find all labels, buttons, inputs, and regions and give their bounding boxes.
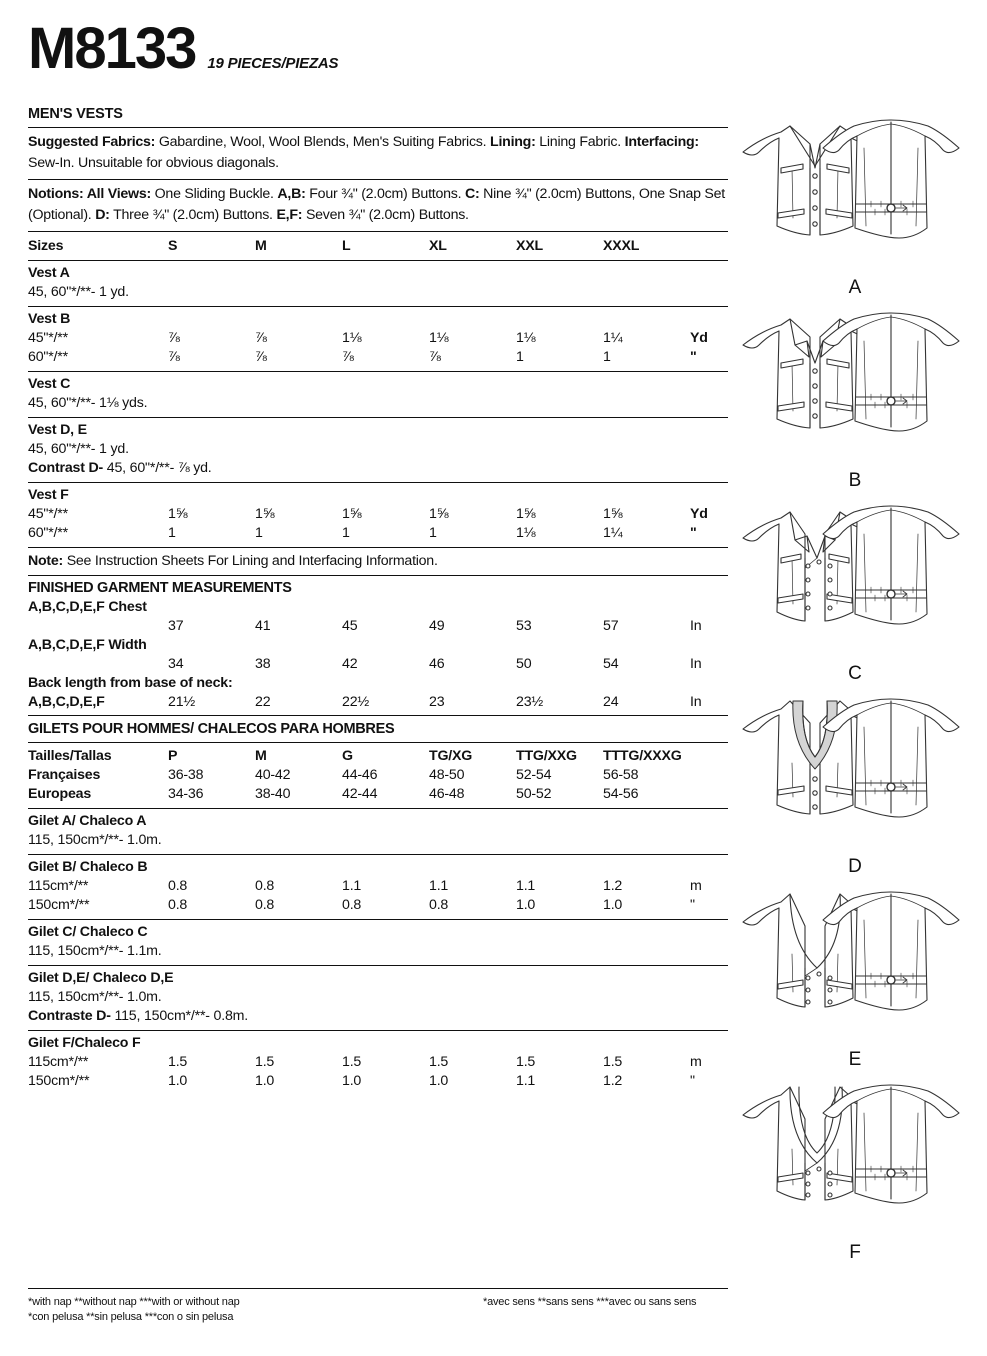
view-b-illustration [735, 301, 975, 494]
vest-de-yardage: 45, 60"*/**- 1 yd. [28, 441, 129, 457]
footnotes-right [483, 1295, 696, 1310]
info-column [28, 106, 728, 1095]
cell: 0.8 [342, 897, 362, 913]
cell: 1⅛ [516, 525, 536, 541]
cell: 1¼ [603, 525, 623, 541]
cell: 21½ [168, 694, 196, 710]
vest-b-row-45 [28, 329, 728, 348]
cell: 38-40 [255, 786, 291, 802]
suggested-fabrics-label: Suggested Fabrics: [28, 134, 156, 150]
cell: 1.0 [603, 897, 623, 913]
notions-d-label: D: [95, 207, 110, 223]
cell: 41 [255, 618, 271, 634]
cell: 1.0 [168, 1073, 188, 1089]
cell: 1⅝ [516, 506, 536, 522]
row-unit: In [690, 656, 702, 672]
lining-text: Lining Fabric. [535, 134, 625, 150]
cell: 22½ [342, 694, 370, 710]
view-a-label: A [848, 277, 862, 298]
cell: 23 [429, 694, 445, 710]
row-unit: In [690, 694, 702, 710]
cell: 1 [603, 349, 611, 365]
suggested-fabrics-paragraph [28, 128, 728, 179]
row-label: Tailles/Tallas [28, 748, 112, 764]
cell: 1.5 [516, 1054, 536, 1070]
vest-c-group [28, 372, 728, 417]
cell: 22 [255, 694, 271, 710]
europeas-row [28, 785, 728, 804]
cell: 1.2 [603, 878, 623, 894]
gilet-de-title: Gilet D,E/ Chaleco D,E [28, 970, 174, 986]
cell: 1⅝ [429, 506, 449, 522]
vest-b-group [28, 307, 728, 371]
cell: 1 [429, 525, 437, 541]
vest-c-title: Vest C [28, 376, 71, 392]
cell: 0.8 [255, 897, 275, 913]
cell: 1.5 [342, 1054, 362, 1070]
finished-measurements-heading: FINISHED GARMENT MEASUREMENTS [28, 580, 292, 596]
cell: 42 [342, 656, 358, 672]
cell: M [255, 748, 267, 764]
cell: 1⅝ [603, 506, 623, 522]
cell: 37 [168, 618, 184, 634]
notions-d-text: Three ¾" (2.0cm) Buttons. [109, 207, 277, 223]
gilet-a-group [28, 809, 728, 854]
cell: 42-44 [342, 786, 378, 802]
gilet-c-yardage: 115, 150cm*/**- 1.1m. [28, 943, 162, 959]
row-unit: " [690, 525, 697, 541]
footnote-fr: *avec sens **sans sens ***avec ou sans sens [483, 1296, 697, 1308]
gilet-c-title: Gilet C/ Chaleco C [28, 924, 148, 940]
row-unit: In [690, 618, 702, 634]
chest-row [28, 617, 728, 636]
cell: 1.1 [342, 878, 362, 894]
vest-f-title: Vest F [28, 487, 69, 503]
note-label: Note: [28, 553, 64, 569]
cell: 0.8 [255, 878, 275, 894]
cell: ⅞ [342, 349, 354, 365]
cell: 36-38 [168, 767, 204, 783]
gilet-b-group [28, 855, 728, 919]
gilet-a-yardage: 115, 150cm*/**- 1.0m. [28, 832, 162, 848]
size-col-s: S [168, 238, 178, 254]
cell: 1.5 [168, 1054, 188, 1070]
pattern-number: M8133 [28, 16, 196, 81]
cell: 57 [603, 618, 619, 634]
cell: ⅞ [255, 349, 267, 365]
cell: 44-46 [342, 767, 378, 783]
contrast-d-text: 45, 60"*/**- ⅞ yd. [103, 460, 212, 476]
cell: 46-48 [429, 786, 465, 802]
row-unit: m [690, 878, 702, 894]
cell: 53 [516, 618, 532, 634]
row-label: 115cm*/** [28, 878, 89, 894]
row-label [28, 617, 168, 636]
size-col-xxxl: XXXL [603, 238, 640, 254]
gilet-b-title: Gilet B/ Chaleco B [28, 859, 148, 875]
gilet-c-group [28, 920, 728, 965]
view-c-illustration [735, 494, 975, 687]
vest-a-yardage: 45, 60"*/**- 1 yd. [28, 284, 129, 300]
cell: 38 [255, 656, 271, 672]
cell: 1.5 [429, 1054, 449, 1070]
notions-ab-text: Four ¾" (2.0cm) Buttons. [305, 186, 465, 202]
contraste-d-label: Contraste D- [28, 1008, 111, 1024]
notions-c-text: Nine ¾" (2.0cm) Buttons, One Snap Set (Optional). [28, 186, 725, 223]
size-col-l: L [342, 238, 351, 254]
header [28, 16, 728, 92]
row-unit: m [690, 1054, 702, 1070]
row-label [28, 655, 168, 674]
cell: 56-58 [603, 767, 639, 783]
row-label: Françaises [28, 767, 101, 783]
cell: 50 [516, 656, 532, 672]
size-col-xxl: XXL [516, 238, 543, 254]
cell: 45 [342, 618, 358, 634]
view-e-label: E [848, 1049, 862, 1070]
cell: 1.0 [255, 1073, 275, 1089]
cell: ⅞ [255, 330, 267, 346]
row-label: 45"*/** [28, 506, 68, 522]
cell: 1¼ [603, 330, 623, 346]
footnotes-left [28, 1295, 240, 1325]
gilet-f-title: Gilet F/Chaleco F [28, 1035, 141, 1051]
suggested-fabrics-text: Gabardine, Wool, Wool Blends, Men's Suiting Fabrics. [155, 134, 491, 150]
view-f-label: F [849, 1242, 861, 1263]
view-f-illustration [735, 1073, 975, 1266]
cell: 49 [429, 618, 445, 634]
notions-paragraph [28, 180, 728, 231]
gilet-d-contrast [28, 1007, 728, 1026]
view-a-illustration [735, 108, 975, 301]
tailles-row [28, 743, 728, 766]
notions-all-views-text: One Sliding Buckle. [150, 186, 278, 202]
view-b-label: B [848, 470, 862, 491]
cell: 0.8 [168, 897, 188, 913]
row-unit: Yd [690, 506, 708, 522]
gilet-f-row-150 [28, 1072, 728, 1091]
cell: 1⅛ [429, 330, 449, 346]
gilet-de-group [28, 966, 728, 1030]
piece-count: 19 PIECES/PIEZAS [207, 55, 339, 72]
notions-ab-label: A,B: [277, 186, 306, 202]
garment-title: MEN'S VESTS [28, 106, 123, 122]
chest-label: A,B,C,D,E,F Chest [28, 599, 147, 615]
size-col-xl: XL [429, 238, 447, 254]
cell: 50-52 [516, 786, 552, 802]
row-label: Europeas [28, 786, 92, 802]
back-length-heading: Back length from base of neck: [28, 675, 233, 691]
row-label: 60"*/** [28, 525, 68, 541]
notions-label: Notions: All Views: [28, 186, 151, 202]
footnote-es: *con pelusa **sin pelusa ***con o sin pelusa [28, 1311, 234, 1323]
cell: 1⅝ [168, 506, 188, 522]
cell: ⅞ [168, 349, 180, 365]
vest-de-group [28, 418, 728, 482]
cell: 34 [168, 656, 184, 672]
vest-f-group [28, 483, 728, 547]
cell: 54 [603, 656, 619, 672]
interfacing-label: Interfacing: [624, 134, 699, 150]
cell: 24 [603, 694, 619, 710]
cell: P [168, 748, 178, 764]
cell: 46 [429, 656, 445, 672]
cell: TTG/XXG [516, 748, 577, 764]
gilet-b-row-150 [28, 896, 728, 915]
row-unit: " [690, 897, 695, 913]
cell: 1⅝ [342, 506, 362, 522]
vest-f-row-60 [28, 524, 728, 543]
row-label: 45"*/** [28, 330, 68, 346]
size-col-m: M [255, 238, 267, 254]
vest-f-row-45 [28, 505, 728, 524]
row-unit: Yd [690, 330, 708, 346]
vest-d-contrast [28, 459, 728, 478]
cell: 1 [255, 525, 263, 541]
vest-a-group [28, 261, 728, 306]
cell: TTTG/XXXG [603, 748, 682, 764]
cell: 0.8 [168, 878, 188, 894]
sizes-header-label: Sizes [28, 238, 64, 254]
row-unit: " [690, 349, 697, 365]
cell: 1.1 [516, 1073, 536, 1089]
cell: 23½ [516, 694, 544, 710]
cell: 1 [516, 349, 524, 365]
row-label: A,B,C,D,E,F [28, 694, 105, 710]
cell: 0.8 [429, 897, 449, 913]
cell: 40-42 [255, 767, 291, 783]
gilet-f-group [28, 1031, 728, 1095]
row-label: 150cm*/** [28, 1073, 90, 1089]
row-label: 60"*/** [28, 349, 68, 365]
vest-b-row-60 [28, 348, 728, 367]
cell: 1.1 [516, 878, 536, 894]
width-label: A,B,C,D,E,F Width [28, 637, 147, 653]
gilet-b-row-115 [28, 877, 728, 896]
lining-label: Lining: [490, 134, 536, 150]
view-d-illustration [735, 687, 975, 880]
vest-de-title: Vest D, E [28, 422, 87, 438]
gilet-a-title: Gilet A/ Chaleco A [28, 813, 147, 829]
cell: 1.0 [342, 1073, 362, 1089]
notions-c-label: C: [464, 186, 480, 202]
view-illustrations [735, 108, 975, 1266]
cell: 1.1 [429, 878, 449, 894]
cell: 1 [168, 525, 176, 541]
cell: ⅞ [168, 330, 180, 346]
vest-b-title: Vest B [28, 311, 71, 327]
contrast-d-label: Contrast D- [28, 460, 104, 476]
cell: 1.0 [429, 1073, 449, 1089]
note-text: See Instruction Sheets For Lining and Interfacing Information. [63, 553, 438, 569]
francaises-row [28, 766, 728, 785]
sizes-header-row [28, 232, 728, 260]
footnote-en: *with nap **without nap ***with or without nap [28, 1296, 240, 1308]
cell: 1⅛ [342, 330, 362, 346]
vest-a-title: Vest A [28, 265, 70, 281]
vest-c-yardage: 45, 60"*/**- 1⅛ yds. [28, 395, 148, 411]
cell: ⅞ [429, 349, 441, 365]
cell: 52-54 [516, 767, 552, 783]
row-unit: " [690, 1073, 695, 1089]
footnote-divider [28, 1288, 728, 1289]
cell: 1.5 [255, 1054, 275, 1070]
metric-heading: GILETS POUR HOMMES/ CHALECOS PARA HOMBRES [28, 721, 395, 737]
gilet-de-yardage: 115, 150cm*/**- 1.0m. [28, 989, 162, 1005]
cell: 1 [342, 525, 350, 541]
note-line [28, 548, 728, 575]
row-label: 150cm*/** [28, 897, 90, 913]
interfacing-text: Sew-In. Unsuitable for obvious diagonals. [28, 155, 279, 171]
back-length-row [28, 693, 728, 712]
width-row [28, 655, 728, 674]
cell: 1.0 [516, 897, 536, 913]
cell: 1⅛ [516, 330, 536, 346]
cell: 54-56 [603, 786, 639, 802]
cell: G [342, 748, 353, 764]
view-c-label: C [848, 663, 862, 684]
cell: 48-50 [429, 767, 465, 783]
cell: TG/XG [429, 748, 473, 764]
cell: 1.2 [603, 1073, 623, 1089]
cell: 1.5 [603, 1054, 623, 1070]
cell: 34-36 [168, 786, 204, 802]
notions-ef-label: E,F: [276, 207, 303, 223]
notions-ef-text: Seven ¾" (2.0cm) Buttons. [302, 207, 469, 223]
row-label: 115cm*/** [28, 1054, 89, 1070]
gilet-f-row-115 [28, 1053, 728, 1072]
view-e-illustration [735, 880, 975, 1073]
contraste-d-text: 115, 150cm*/**- 0.8m. [110, 1008, 249, 1024]
cell: 1⅝ [255, 506, 275, 522]
view-d-label: D [848, 856, 862, 877]
